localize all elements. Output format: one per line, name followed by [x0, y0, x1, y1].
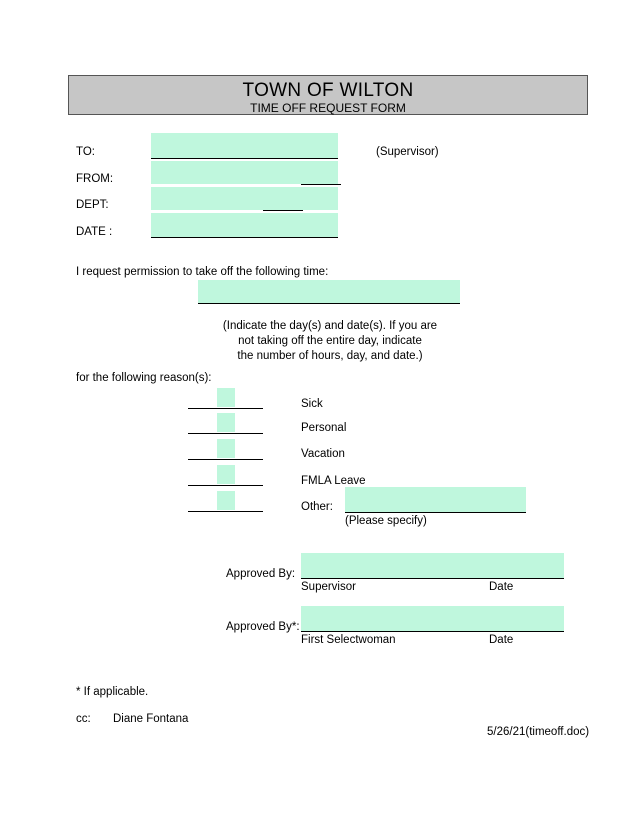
instruction-line: the number of hours, day, and date.): [237, 350, 423, 362]
document-reference: 5/26/21(timeoff.doc): [487, 726, 590, 738]
approved-by-star-label: Approved By*:: [226, 621, 300, 633]
reason-vacation: Vacation: [301, 448, 345, 460]
please-specify-note: (Please specify): [345, 515, 427, 527]
instruction-line: (Indicate the day(s) and date(s). If you are: [222, 320, 438, 332]
sick-checkbox[interactable]: [217, 388, 235, 407]
dept-field[interactable]: [151, 187, 338, 210]
date-label: DATE :: [76, 226, 113, 238]
other-checkbox[interactable]: [217, 491, 235, 510]
form-subtitle: TIME OFF REQUEST FORM: [250, 101, 406, 115]
form-header: [68, 75, 588, 115]
from-field[interactable]: [151, 161, 338, 184]
time-off-field[interactable]: [198, 280, 460, 304]
reason-personal: Personal: [301, 422, 347, 434]
reasons-intro: for the following reason(s):: [76, 372, 212, 384]
cc-label: cc:: [76, 713, 91, 725]
supervisor-date-caption: Date: [489, 581, 514, 593]
date-field[interactable]: [151, 213, 338, 238]
dept-underline: [263, 210, 303, 211]
to-label: TO:: [76, 146, 95, 158]
reason-sick: Sick: [301, 398, 323, 410]
vacation-checkbox[interactable]: [217, 439, 235, 458]
reason-other: Other:: [301, 501, 333, 513]
instruction-line: not taking off the entire day, indicate: [238, 335, 422, 347]
selectwoman-signature-field[interactable]: [301, 606, 564, 632]
supervisor-signature-field[interactable]: [301, 553, 564, 579]
other-specify-field[interactable]: [345, 487, 526, 513]
reason-fmla: FMLA Leave: [301, 475, 366, 487]
checkbox-underline: [188, 433, 263, 434]
request-instructions: [200, 319, 460, 364]
supervisor-caption: Supervisor: [301, 581, 356, 593]
selectwoman-caption: First Selectwoman: [301, 634, 396, 646]
checkbox-underline: [188, 408, 263, 409]
footnote: * If applicable.: [76, 686, 149, 698]
request-intro: I request permission to take off the following time:: [76, 266, 329, 278]
checkbox-underline: [188, 511, 263, 512]
selectwoman-date-caption: Date: [489, 634, 514, 646]
supervisor-note: (Supervisor): [376, 146, 439, 158]
approved-by-label: Approved By:: [226, 568, 296, 580]
to-field[interactable]: [151, 133, 338, 159]
personal-checkbox[interactable]: [217, 413, 235, 432]
dept-label: DEPT:: [76, 199, 109, 211]
cc-name: Diane Fontana: [113, 713, 189, 725]
from-underline: [301, 184, 341, 185]
fmla-checkbox[interactable]: [217, 465, 235, 484]
town-title: TOWN OF WILTON: [242, 80, 414, 101]
from-label: FROM:: [76, 173, 114, 185]
checkbox-underline: [188, 485, 263, 486]
checkbox-underline: [188, 459, 263, 460]
